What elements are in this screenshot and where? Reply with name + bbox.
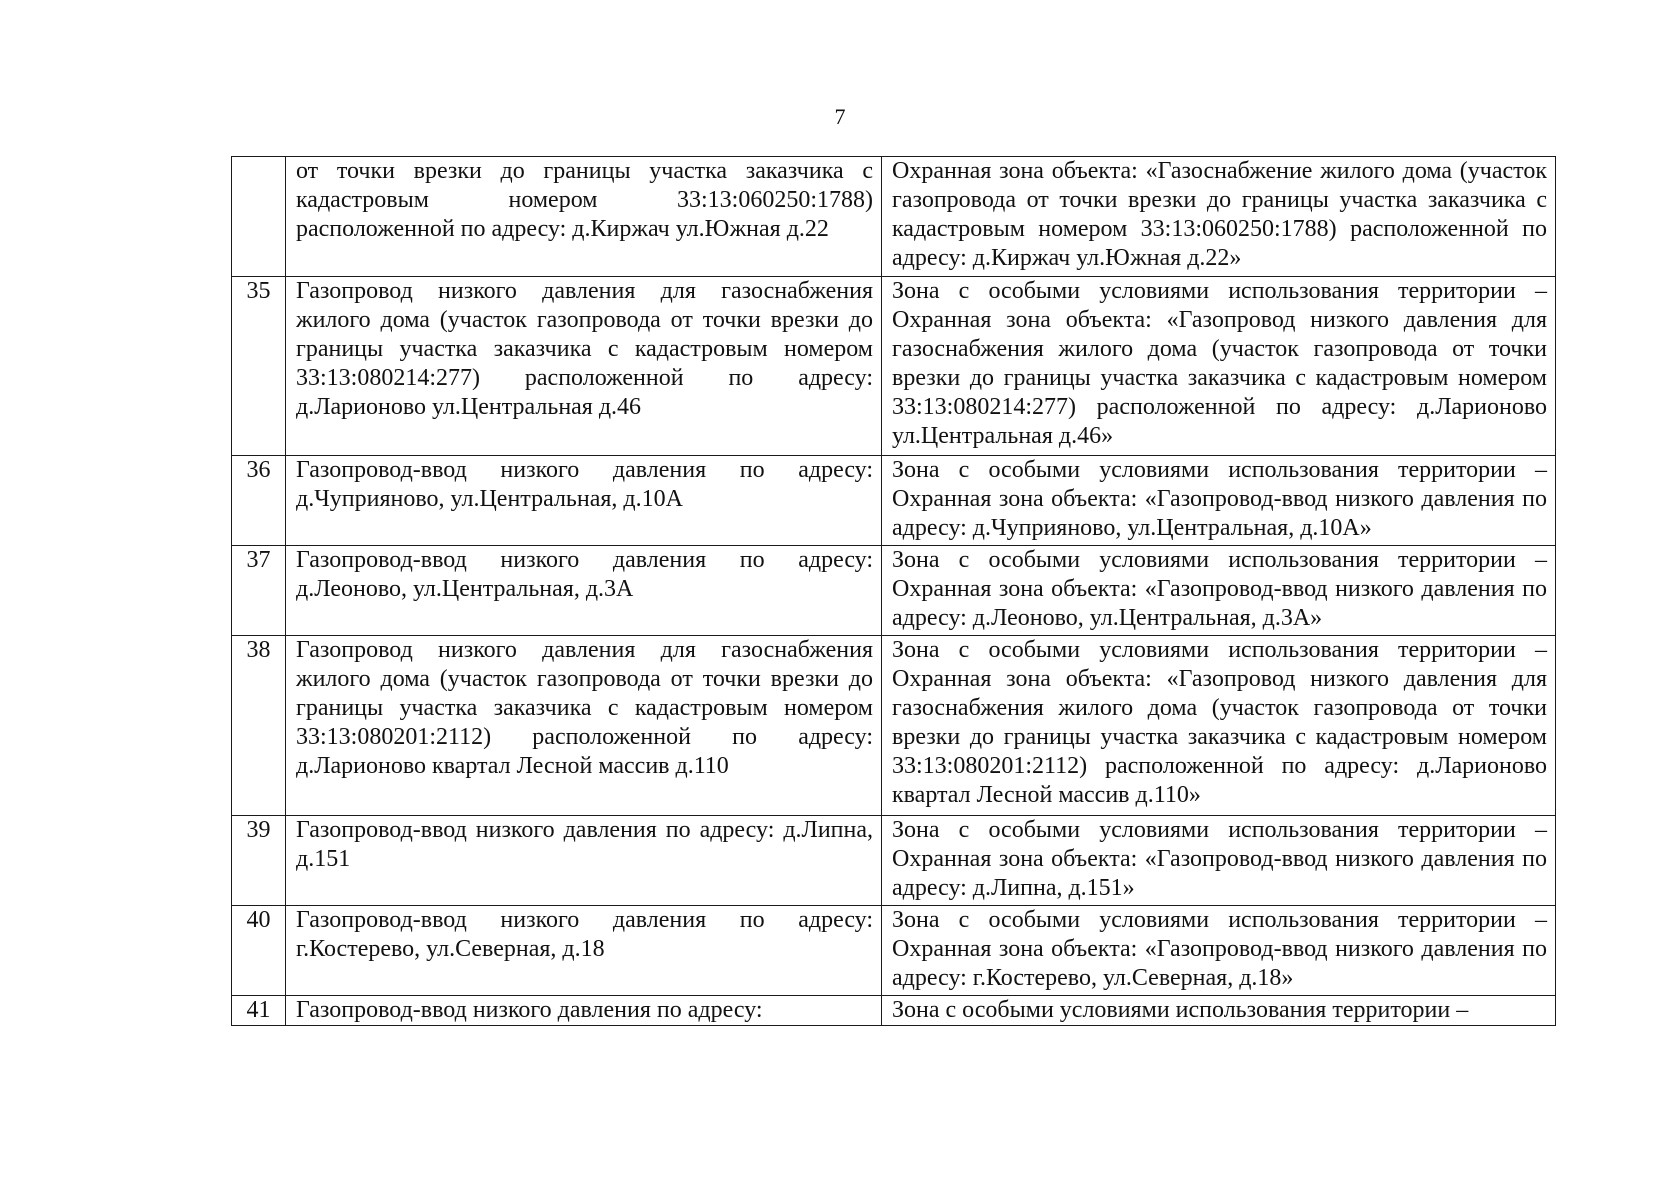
- protection-zone-cell: Зона с особыми условиями использования территории – Охранная зона объекта: «Газопровод-ввод низкого давления по адресу: д.Липна, д.151»: [882, 815, 1556, 905]
- table-row: [232, 996, 1556, 1026]
- table-row: [232, 905, 1556, 995]
- object-name-cell: Газопровод-ввод низкого давления по адресу:: [286, 996, 882, 1026]
- registry-table: [231, 156, 1556, 1026]
- object-name-cell: Газопровод-ввод низкого давления по адресу: д.Леоново, ул.Центральная, д.3А: [286, 546, 882, 636]
- table-row: [232, 276, 1556, 455]
- row-number-cell: 35: [232, 276, 286, 455]
- row-number-cell: [232, 157, 286, 277]
- protection-zone-cell: Зона с особыми условиями использования территории – Охранная зона объекта: «Газопровод-ввод низкого давления по адресу: д.Леоново, ул.Центральная, д.3А»: [882, 546, 1556, 636]
- row-number-cell: 39: [232, 815, 286, 905]
- protection-zone-cell: Зона с особыми условиями использования территории – Охранная зона объекта: «Газопровод низкого давления для газоснабжения жилого дома (участок газопровода от точки врезки до границы участка заказчика с кадастровым номером 33:13:080214:277) расположенной по адресу: д.Ларионово ул.Центральная д.46»: [882, 276, 1556, 455]
- object-name-cell: от точки врезки до границы участка заказчика с кадастровым номером 33:13:060250:1788) расположенной по адресу: д.Киржач ул.Южная д.22: [286, 157, 882, 277]
- table-row: [232, 546, 1556, 636]
- object-name-cell: Газопровод-ввод низкого давления по адресу: д.Чуприяново, ул.Центральная, д.10А: [286, 456, 882, 546]
- object-name-cell: Газопровод-ввод низкого давления по адресу: г.Костерево, ул.Северная, д.18: [286, 905, 882, 995]
- protection-zone-cell: Зона с особыми условиями использования территории – Охранная зона объекта: «Газопровод-ввод низкого давления по адресу: г.Костерево, ул.Северная, д.18»: [882, 905, 1556, 995]
- page-number: 7: [834, 104, 846, 129]
- protection-zone-cell: Охранная зона объекта: «Газоснабжение жилого дома (участок газопровода от точки врезки до границы участка заказчика с кадастровым номером 33:13:060250:1788) расположенной по адресу: д.Киржач ул.Южная д.22»: [882, 157, 1556, 277]
- object-name-cell: Газопровод низкого давления для газоснабжения жилого дома (участок газопровода от точки врезки до границы участка заказчика с кадастровым номером 33:13:080214:277) расположенной по адресу: д.Ларионово ул.Центральная д.46: [286, 276, 882, 455]
- row-number-cell: 40: [232, 905, 286, 995]
- row-number-cell: 36: [232, 456, 286, 546]
- row-number-cell: 38: [232, 636, 286, 815]
- row-number-cell: 41: [232, 996, 286, 1026]
- table-row: [232, 636, 1556, 815]
- protection-zone-cell: Зона с особыми условиями использования территории – Охранная зона объекта: «Газопровод низкого давления для газоснабжения жилого дома (участок газопровода от точки врезки до границы участка заказчика с кадастровым номером 33:13:080201:2112) расположенной по адресу: д.Ларионово квартал Лесной массив д.110»: [882, 636, 1556, 815]
- table-row: [232, 456, 1556, 546]
- protection-zone-cell: Зона с особыми условиями использования территории –: [882, 996, 1556, 1026]
- table-row: [232, 815, 1556, 905]
- object-name-cell: Газопровод-ввод низкого давления по адресу: д.Липна, д.151: [286, 815, 882, 905]
- protection-zone-cell: Зона с особыми условиями использования территории – Охранная зона объекта: «Газопровод-ввод низкого давления по адресу: д.Чуприяново, ул.Центральная, д.10А»: [882, 456, 1556, 546]
- row-number-cell: 37: [232, 546, 286, 636]
- object-name-cell: Газопровод низкого давления для газоснабжения жилого дома (участок газопровода от точки врезки до границы участка заказчика с кадастровым номером 33:13:080201:2112) расположенной по адресу: д.Ларионово квартал Лесной массив д.110: [286, 636, 882, 815]
- table-row: [232, 157, 1556, 277]
